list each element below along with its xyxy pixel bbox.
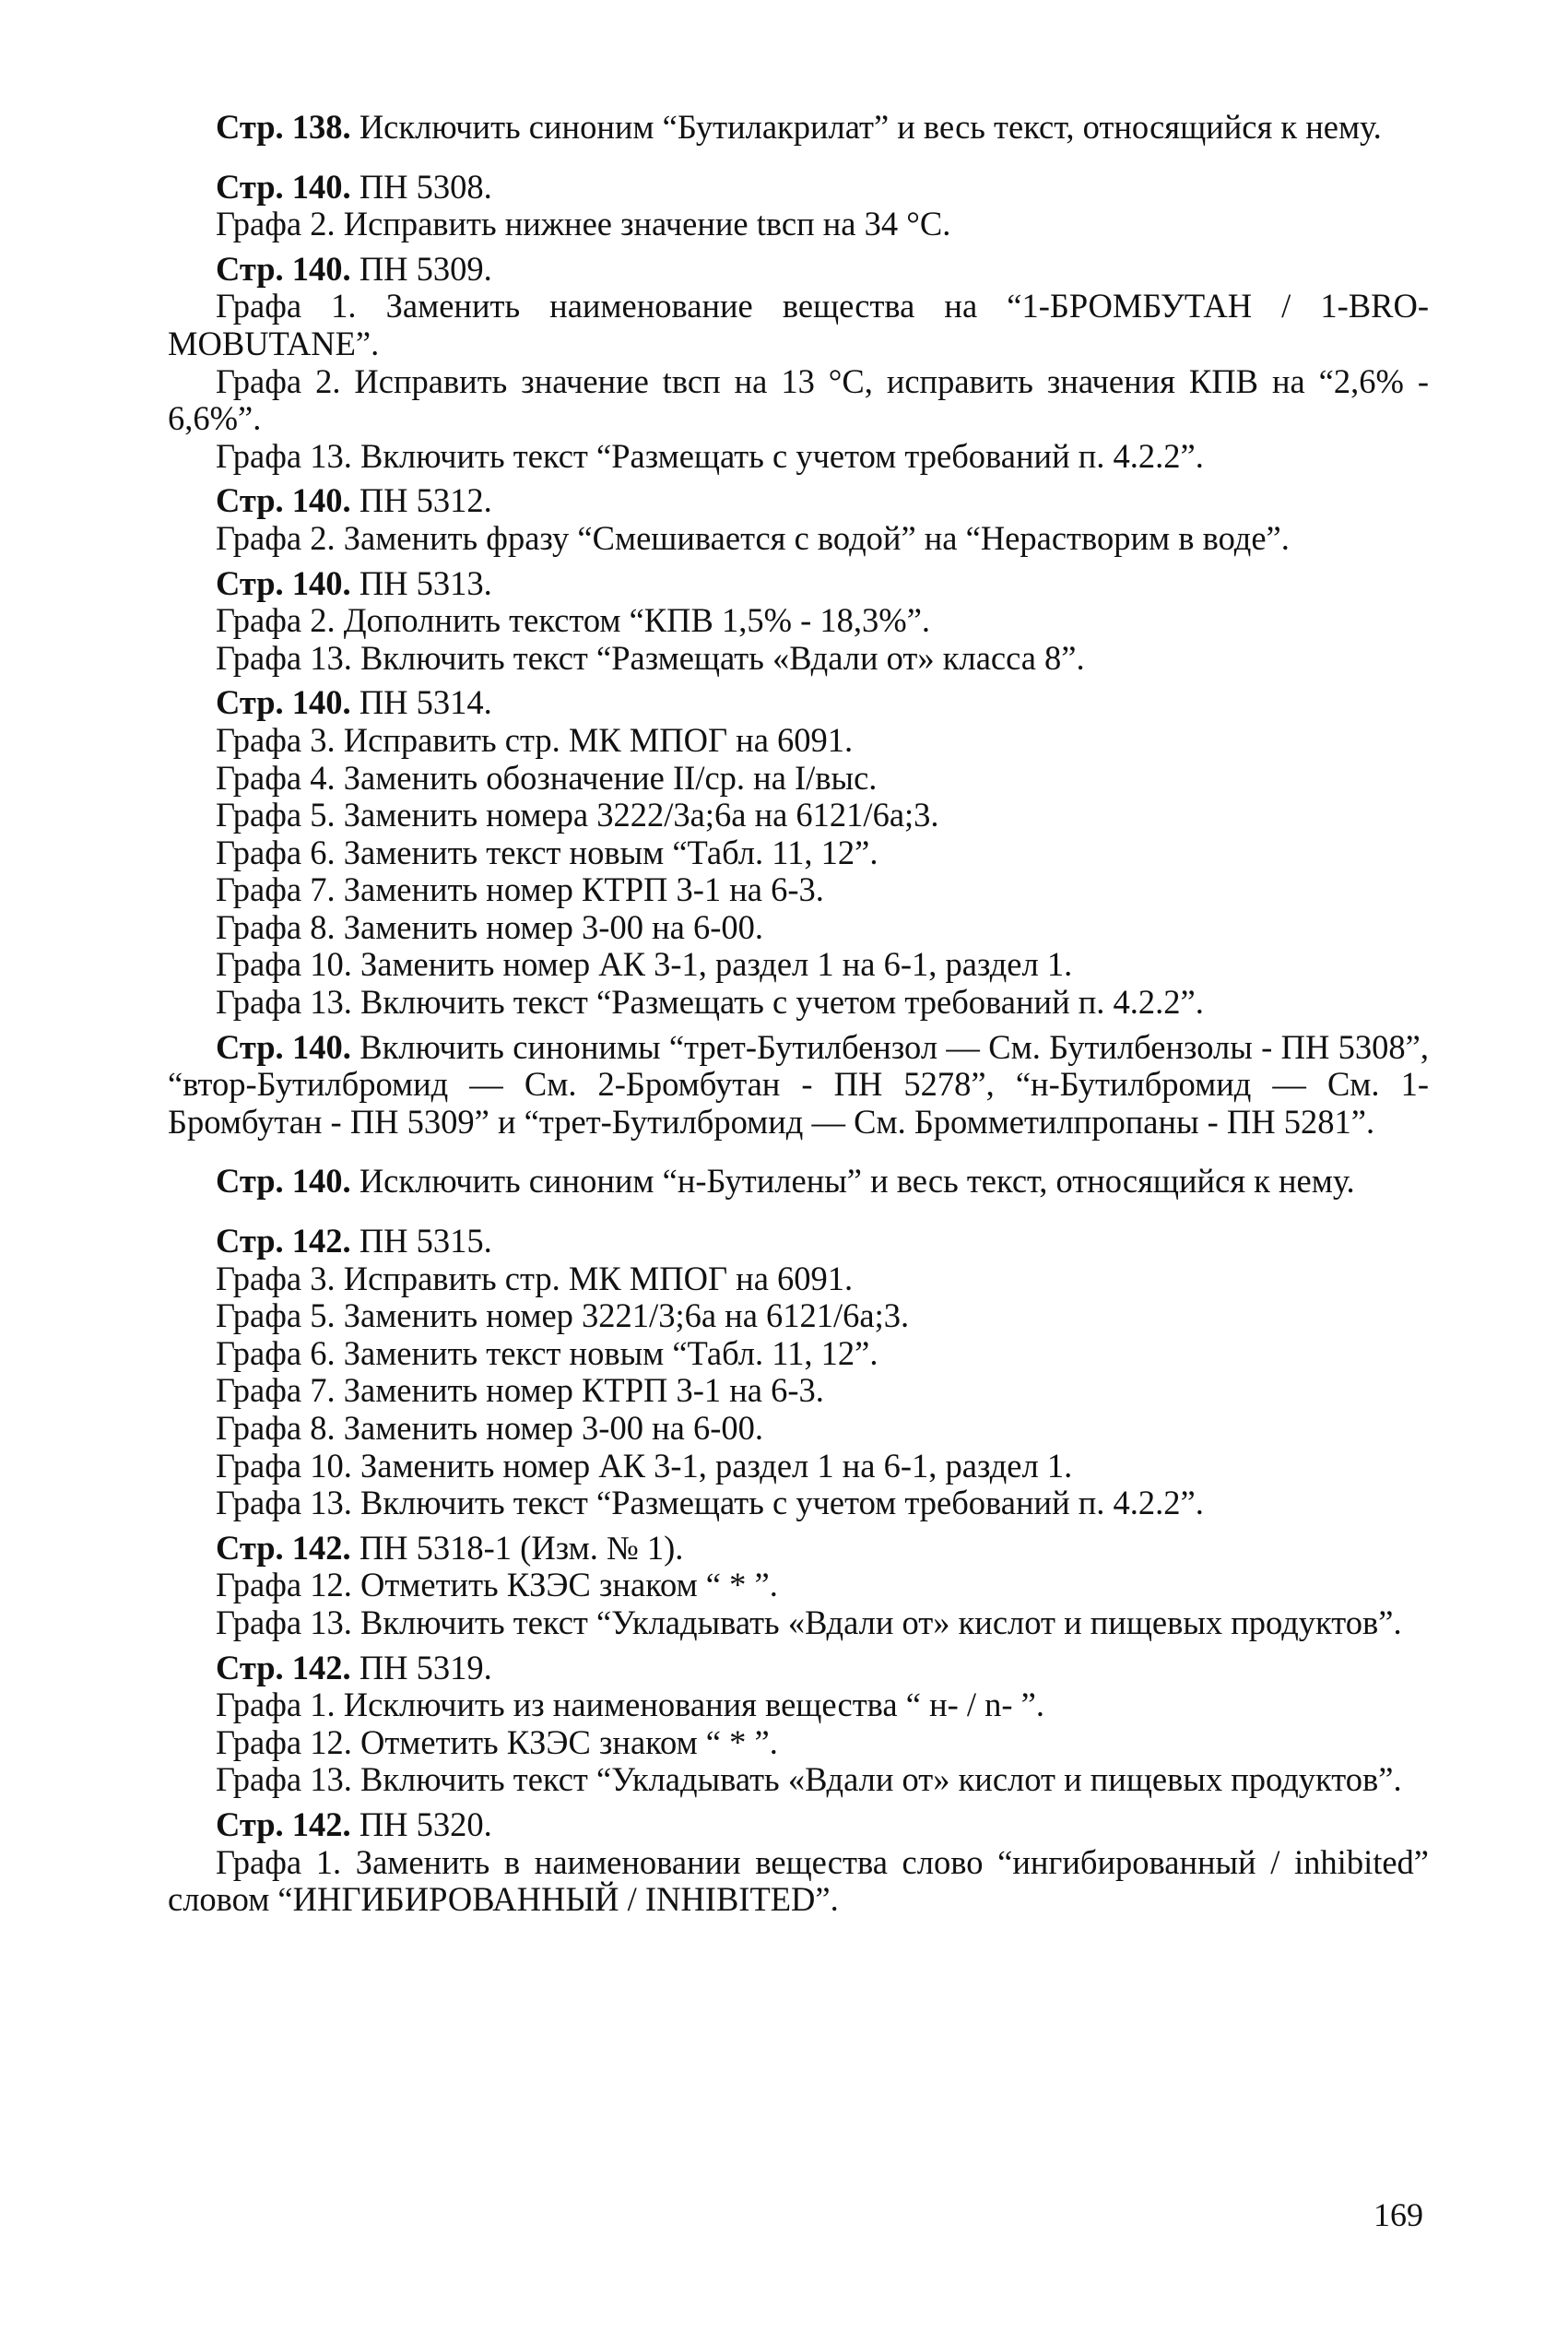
entry-detail-line [168,1604,1429,1642]
entry-detail-line [168,909,1429,947]
entry-detail-line [168,871,1429,909]
entry-detail-line [168,760,1429,798]
entry-heading-line [168,1163,1429,1201]
page-reference: Стр. 140. [216,249,351,288]
amendment-entry [168,1530,1429,1642]
entry-detail-line [168,722,1429,760]
entry-text: Графа 12. Отметить КЗЭС знаком “ * ”. [216,1722,778,1761]
entry-detail-line [168,1686,1429,1724]
entry-text: ПН 5319. [350,1648,492,1686]
entry-text: Графа 13. Включить текст “Размещать «Вдали от» класса 8”. [216,638,1085,677]
entry-text: Графа 3. Исправить стр. МК МПОГ на 6091. [216,720,854,759]
entry-text: ПН 5313. [350,563,492,602]
entry-detail-line [168,520,1429,558]
page-reference: Стр. 138. [216,108,351,146]
entry-heading-line [168,1029,1429,1142]
entry-detail-line [168,1335,1429,1373]
entry-detail-line [168,288,1429,362]
entry-text: Графа 12. Отметить КЗЭС знаком “ * ”. [216,1566,778,1604]
page-reference: Стр. 140. [216,1027,351,1066]
entry-text: Графа 1. Исключить из наименования вещества “ н- / n- ”. [216,1686,1045,1724]
entry-text: Графа 7. Заменить номер КТРП 3-1 на 6-3. [216,1371,824,1410]
entry-text: Графа 7. Заменить номер КТРП 3-1 на 6-3. [216,870,824,909]
entry-heading-line [168,169,1429,207]
entry-text: ПН 5309. [350,249,492,288]
entry-heading-line [168,1530,1429,1568]
entry-text: ПН 5308. [350,167,492,206]
entry-text: ПН 5320. [350,1804,492,1843]
page-reference: Стр. 142. [216,1528,351,1567]
amendment-entry [168,1029,1429,1142]
document-body [168,109,1429,1926]
entry-detail-line [168,1410,1429,1448]
entry-text: Графа 13. Включить текст “Размещать с учетом требований п. 4.2.2”. [216,436,1204,475]
amendment-entry [168,1163,1429,1201]
entry-text: Графа 1. Заменить наименование вещества на “1-БРОМБУТАН / 1-BROMOBUTANE”. [168,287,1429,362]
entry-detail-line [168,797,1429,834]
entry-heading-line [168,684,1429,722]
amendment-entry [168,1806,1429,1919]
entry-text: Графа 5. Заменить номер 3221/3;6а на 6121/6а;3. [216,1296,910,1335]
entry-text: Исключить синоним “н-Бутилены” и весь текст, относящийся к нему. [350,1162,1355,1201]
entry-heading-line [168,1650,1429,1687]
entry-text: Графа 13. Включить текст “Размещать с учетом требований п. 4.2.2”. [216,1484,1204,1522]
entry-text: ПН 5314. [350,683,492,722]
entry-text: Графа 10. Заменить номер АК 3-1, раздел 1 на 6-1, раздел 1. [216,1446,1073,1485]
entry-text: Графа 13. Включить текст “Укладывать «Вдали от» кислот и пищевых продуктов”. [216,1603,1402,1641]
entry-text: Графа 6. Заменить текст новым “Табл. 11, 12”. [216,833,878,871]
entry-text: Графа 8. Заменить номер 3-00 на 6-00. [216,1409,763,1447]
entry-text: Графа 2. Заменить фразу “Смешивается с водой” на “Нерастворим в воде”. [216,518,1290,557]
entry-text: Включить синонимы “трет-Бутилбензол — См. Бутилбензолы - ПН 5308”, “втор-Бутилбромид — См. 2-Бромбутан - ПН 5278”, “н-Бутилбромид — См. 1-Бромбутан - ПН 5309” и “трет-Бутилбромид — См. Бромметилпропаны - ПН 5281”. [168,1027,1429,1141]
entry-text: Графа 3. Исправить стр. МК МПОГ на 6091. [216,1259,854,1297]
entry-heading-line [168,109,1429,147]
entry-text: Графа 13. Включить текст “Размещать с учетом требований п. 4.2.2”. [216,983,1204,1022]
entry-detail-line [168,1260,1429,1298]
page-reference: Стр. 140. [216,563,351,602]
entry-detail-line [168,1448,1429,1485]
amendment-entry [168,1650,1429,1799]
entry-detail-line [168,1567,1429,1604]
amendment-entry [168,482,1429,557]
entry-detail-line [168,1372,1429,1410]
page-reference: Стр. 140. [216,1162,351,1201]
page-reference: Стр. 142. [216,1648,351,1686]
entry-text: Графа 13. Включить текст “Укладывать «Вдали от» кислот и пищевых продуктов”. [216,1760,1402,1799]
entry-text: ПН 5318-1 (Изм. № 1). [350,1528,684,1567]
entry-text: ПН 5315. [350,1222,492,1260]
entry-detail-line [168,363,1429,438]
amendment-entry [168,1223,1429,1522]
page-reference: Стр. 140. [216,481,351,520]
entry-heading-line [168,482,1429,520]
entry-detail-line [168,984,1429,1022]
entry-heading-line [168,1806,1429,1844]
entry-detail-line [168,602,1429,640]
entry-detail-line [168,206,1429,243]
page-reference: Стр. 140. [216,167,351,206]
entry-detail-line [168,1844,1429,1919]
entry-text: Графа 4. Заменить обозначение II/ср. на I/выс. [216,758,878,797]
entry-detail-line [168,1724,1429,1762]
entry-text: Графа 2. Исправить значение tвсп на 13 °С, исправить значения КПВ на “2,6% - 6,6%”. [168,361,1429,438]
entry-text: ПН 5312. [350,481,492,520]
page-reference: Стр. 140. [216,683,351,722]
amendment-entry [168,565,1429,678]
page-reference: Стр. 142. [216,1222,351,1260]
amendment-entry [168,684,1429,1021]
entry-heading-line [168,251,1429,289]
entry-detail-line [168,946,1429,984]
amendment-entry [168,251,1429,476]
entry-detail-line [168,438,1429,476]
amendment-entry [168,169,1429,243]
entry-heading-line [168,1223,1429,1260]
entry-detail-line [168,1761,1429,1799]
entry-text: Графа 10. Заменить номер АК 3-1, раздел 1 на 6-1, раздел 1. [216,945,1073,984]
entry-detail-line [168,1485,1429,1522]
page-number: 169 [1373,2196,1423,2233]
entry-text: Графа 2. Дополнить текстом “КПВ 1,5% - 18,3%”. [216,601,931,640]
entry-text: Графа 1. Заменить в наименовании вещества слово “ингибированный / inhibited” словом “ИНГИБИРОВАННЫЙ / INHIBITED”. [168,1842,1429,1919]
entry-text: Графа 5. Заменить номера 3222/3а;6а на 6121/6а;3. [216,796,939,834]
entry-text: Графа 2. Исправить нижнее значение tвсп на 34 °С. [216,205,951,243]
entry-detail-line [168,640,1429,678]
entry-text: Графа 8. Заменить номер 3-00 на 6-00. [216,907,763,946]
entry-detail-line [168,1297,1429,1335]
entry-detail-line [168,834,1429,872]
entry-heading-line [168,565,1429,603]
page-reference: Стр. 142. [216,1804,351,1843]
entry-text: Исключить синоним “Бутилакрилат” и весь текст, относящийся к нему. [350,108,1382,146]
entry-text: Графа 6. Заменить текст новым “Табл. 11, 12”. [216,1333,878,1372]
amendment-entry [168,109,1429,147]
